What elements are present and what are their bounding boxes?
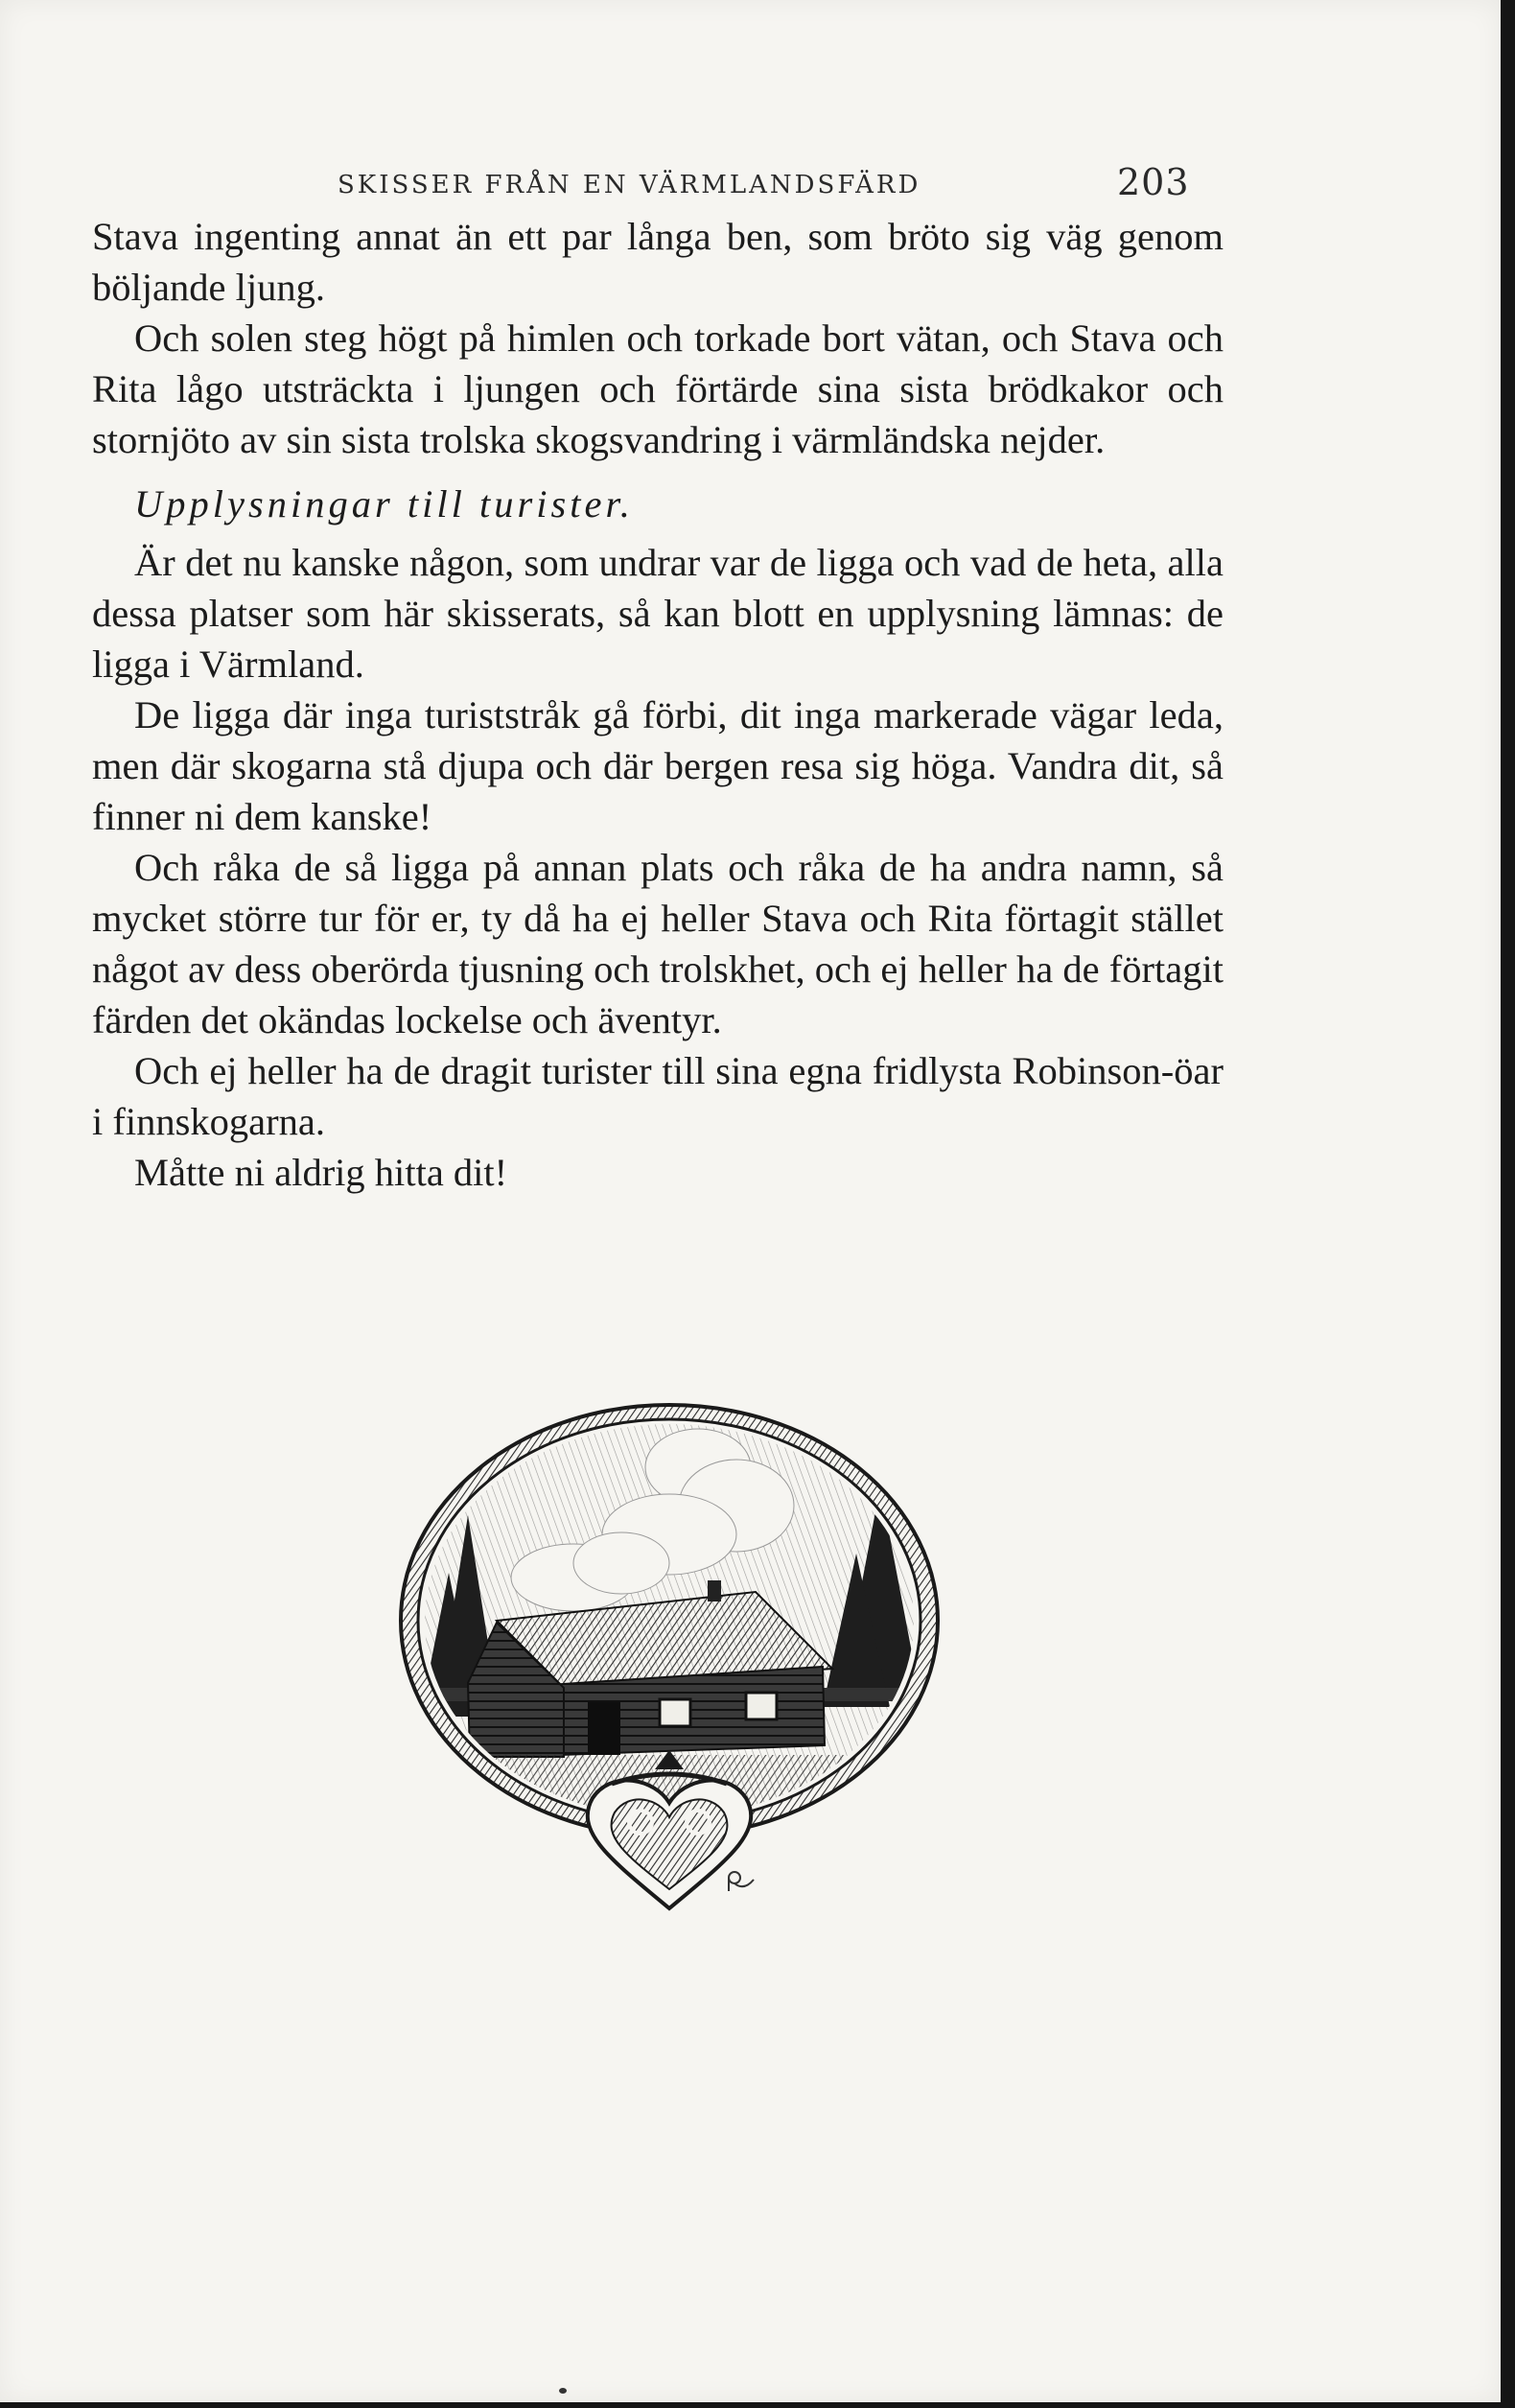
paragraph: De ligga där inga turiststråk gå förbi, dit inga markerade vägar leda, men där skogarna stå djupa och där bergen resa sig höga. Vandra dit, så finner ni dem kanske! [92,693,1224,838]
cabin-window [660,1699,690,1726]
paragraph: Och råka de så ligga på annan plats och råka de ha andra namn, så mycket större tur för er, ty då ha ej heller Stava och Rita förtagit stället något av dess oberörda tjusning och trolskhet, och ej heller ha de förtagit färden det okändas lockelse och äventyr. [92,846,1224,1041]
running-head: SKISSER FRÅN EN VÄRMLANDSFÄRD [338,171,921,199]
cabin-vignette-illustration [382,1400,957,1918]
paragraph: Måtte ni aldrig hitta dit! [134,1151,508,1194]
body-text [92,211,1224,1198]
cabin-window [746,1693,777,1719]
section-heading: Upplysningar till turister. [134,482,634,526]
paragraph: Är det nu kanske någon, som undrar var de ligga och vad de heta, alla dessa platser som här skisserats, så kan blott en upplysning lämnas: de ligga i Värmland. [92,541,1224,686]
page-number: 203 [1117,161,1190,203]
paragraph: Och ej heller ha de dragit turister till sina egna fridlysta Robinson-öar i finnskogarna. [92,1049,1224,1143]
print-speck [559,2388,567,2394]
artist-monogram [729,1872,754,1891]
cabin-door [588,1702,620,1755]
page-header [0,161,1501,209]
paragraph-continued: Stava ingenting annat än ett par långa ben, som bröto sig väg genom böljande ljung. [92,215,1224,309]
paragraph: Och solen steg högt på himlen och torkade bort vätan, och Stava och Rita lågo utsträckta i ljungen och förtärde sina sista brödkakor och stornjöto av sin sista trolska skogsvandring i värmländska nejder. [92,316,1224,461]
chimney [708,1580,721,1601]
